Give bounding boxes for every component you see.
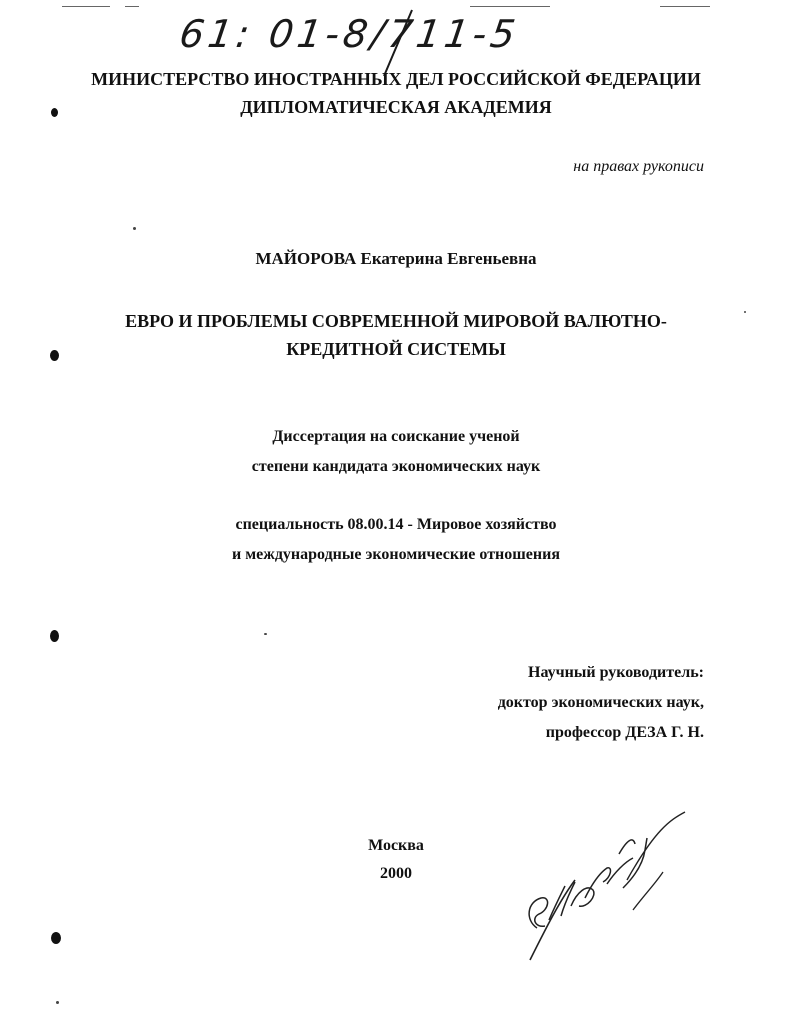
academy-name: ДИПЛОМАТИЧЕСКАЯ АКАДЕМИЯ bbox=[240, 97, 552, 117]
scan-artifact-line bbox=[62, 6, 110, 7]
specialty-line-2: и международные экономические отношения bbox=[232, 546, 560, 563]
degree-line-1: Диссертация на соискание ученой bbox=[272, 428, 520, 445]
supervisor-label: Научный руководитель: bbox=[528, 664, 704, 681]
scan-artifact-line bbox=[660, 6, 710, 7]
degree-line-2: степени кандидата экономических наук bbox=[251, 458, 541, 475]
author-name: МАЙОРОВА Екатерина Евгеньевна bbox=[255, 249, 537, 268]
supervisor-degree: доктор экономических наук, bbox=[497, 694, 704, 711]
dissertation-title-line-2: КРЕДИТНОЙ СИСТЕМЫ bbox=[286, 339, 506, 359]
scan-speck bbox=[744, 311, 746, 313]
scan-speck bbox=[56, 1001, 59, 1004]
city: Москва bbox=[368, 837, 424, 854]
punch-hole bbox=[50, 630, 59, 642]
scan-artifact-line bbox=[125, 6, 139, 7]
year: 2000 bbox=[380, 865, 412, 882]
archive-number-slash bbox=[378, 8, 418, 78]
specialty-line-1: специальность 08.00.14 - Мировое хозяйство bbox=[235, 516, 557, 533]
punch-hole bbox=[51, 108, 58, 117]
scan-artifact-line bbox=[470, 6, 550, 7]
dissertation-title-line-1: ЕВРО И ПРОБЛЕМЫ СОВРЕМЕННОЙ МИРОВОЙ ВАЛЮТНО- bbox=[125, 311, 667, 331]
punch-hole bbox=[50, 350, 59, 361]
manuscript-note: на правах рукописи bbox=[573, 158, 704, 175]
archive-number: 61: 01-8/711-5 bbox=[176, 12, 522, 56]
ministry-name: МИНИСТЕРСТВО ИНОСТРАННЫХ ДЕЛ РОССИЙСКОЙ ФЕДЕРАЦИИ bbox=[91, 69, 701, 89]
scan-speck bbox=[133, 227, 136, 230]
handwritten-signature bbox=[515, 810, 695, 970]
scan-speck bbox=[264, 633, 267, 635]
punch-hole bbox=[51, 932, 61, 944]
supervisor-name: профессор ДЕЗА Г. Н. bbox=[545, 724, 704, 741]
